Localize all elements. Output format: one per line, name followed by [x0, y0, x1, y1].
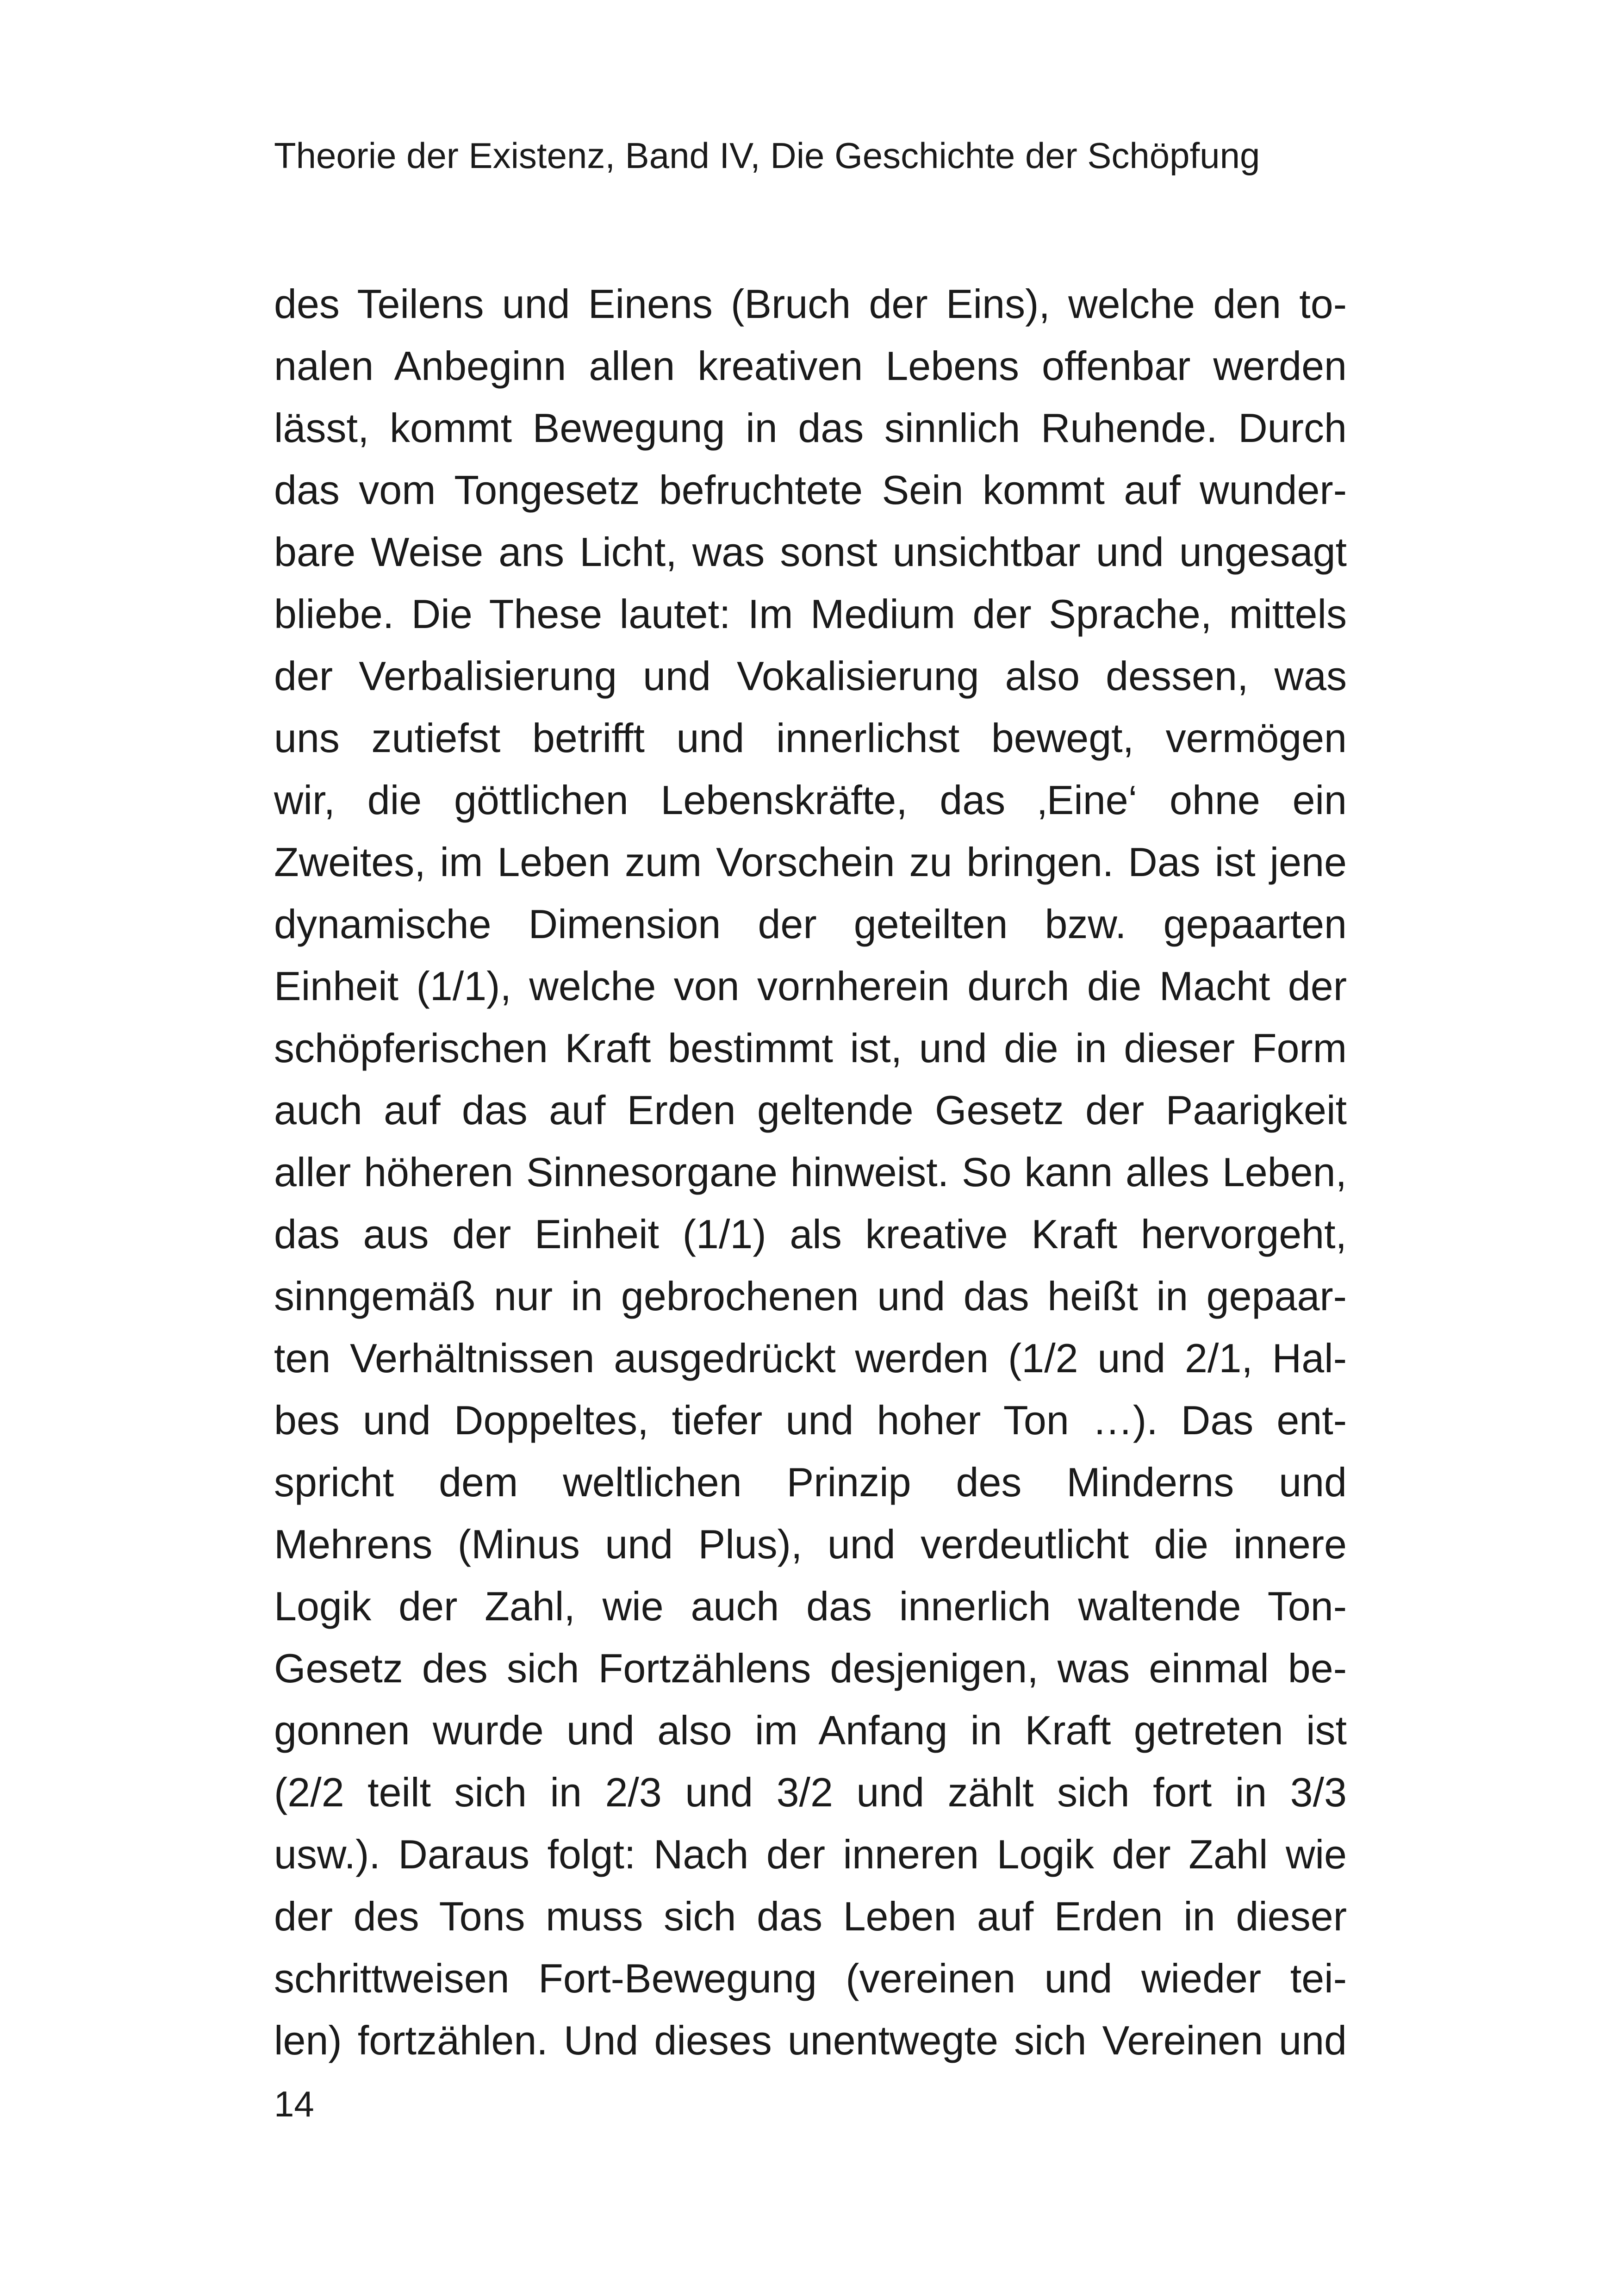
text-line: spricht dem weltlichen Prinzip des Minderns und [274, 1459, 1347, 1505]
text-line: Mehrens (Minus und Plus), und verdeutlicht die innere [274, 1521, 1347, 1567]
text-line: schrittweisen Fort-Bewegung (vereinen und wieder tei- [274, 1955, 1347, 2001]
text-line: wir, die göttlichen Lebenskräfte, das ‚Eine‘ ohne ein [274, 777, 1347, 823]
text-line: gonnen wurde und also im Anfang in Kraft getreten ist [274, 1707, 1347, 1753]
text-line: bare Weise ans Licht, was sonst unsichtbar und ungesagt [274, 529, 1347, 575]
text-line: usw.). Daraus folgt: Nach der inneren Logik der Zahl wie [274, 1831, 1347, 1877]
text-line: Einheit (1/1), welche von vornherein durch die Macht der [274, 963, 1347, 1009]
text-line: nalen Anbeginn allen kreativen Lebens offenbar werden [274, 343, 1347, 389]
text-line: (2/2 teilt sich in 2/3 und 3/2 und zählt sich fort in 3/3 [274, 1769, 1347, 1815]
running-header: Theorie der Existenz, Band IV, Die Geschichte der Schöpfung [274, 135, 1260, 176]
text-line: bes und Doppeltes, tiefer und hoher Ton …). Das ent- [274, 1397, 1347, 1443]
text-line: dynamische Dimension der geteilten bzw. gepaarten [274, 901, 1347, 947]
text-line: bliebe. Die These lautet: Im Medium der Sprache, mittels [274, 591, 1347, 637]
text-line: Zweites, im Leben zum Vorschein zu bringen. Das ist jene [274, 839, 1347, 885]
text-line: aller höheren Sinnesorgane hinweist. So kann alles Leben, [274, 1149, 1347, 1195]
text-line: lässt, kommt Bewegung in das sinnlich Ruhende. Durch [274, 405, 1347, 451]
text-line: auch auf das auf Erden geltende Gesetz der Paarigkeit [274, 1087, 1347, 1133]
body-text [274, 273, 1347, 2072]
text-line: ten Verhältnissen ausgedrückt werden (1/2 und 2/1, Hal- [274, 1335, 1347, 1381]
text-line: len) fortzählen. Und dieses unentwegte sich Vereinen und [274, 2017, 1347, 2063]
text-line: Logik der Zahl, wie auch das innerlich waltende Ton- [274, 1583, 1347, 1629]
text-line: uns zutiefst betrifft und innerlichst bewegt, vermögen [274, 715, 1347, 761]
text-line: der Verbalisierung und Vokalisierung also dessen, was [274, 653, 1347, 699]
text-line: sinngemäß nur in gebrochenen und das heißt in gepaar- [274, 1273, 1347, 1319]
page-number: 14 [274, 2084, 314, 2124]
text-line: des Teilens und Einens (Bruch der Eins), welche den to- [274, 281, 1347, 327]
text-line: schöpferischen Kraft bestimmt ist, und die in dieser Form [274, 1025, 1347, 1071]
text-line: das vom Tongesetz befruchtete Sein kommt auf wunder- [274, 467, 1347, 513]
text-line: der des Tons muss sich das Leben auf Erden in dieser [274, 1893, 1347, 1939]
text-line: das aus der Einheit (1/1) als kreative Kraft hervorgeht, [274, 1211, 1347, 1257]
text-line: Gesetz des sich Fortzählens desjenigen, was einmal be- [274, 1645, 1347, 1691]
